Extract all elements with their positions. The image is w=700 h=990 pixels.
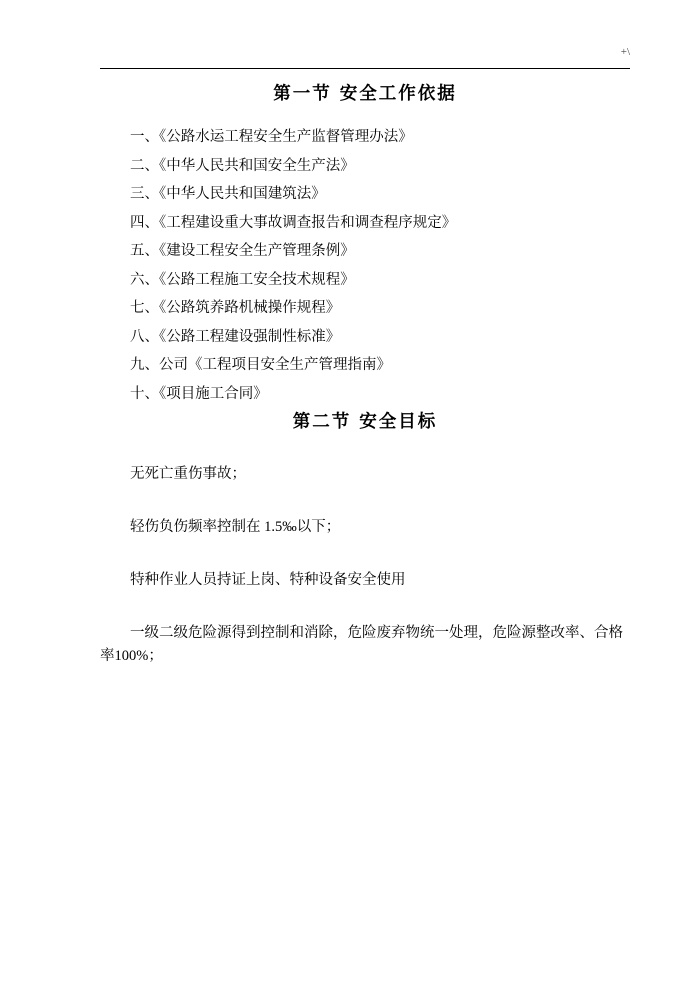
- safety-goals: [100, 463, 630, 668]
- header-divider: [100, 68, 630, 69]
- header-page-mark: +\: [620, 46, 630, 58]
- regulation-list: [100, 123, 630, 408]
- list-item: 二、《中华人民共和国安全生产法》: [130, 157, 355, 174]
- list-item: 九、公司《工程项目安全生产管理指南》: [130, 357, 391, 373]
- list-item: 三、《中华人民共和国建筑法》: [130, 186, 326, 202]
- section-title-2: 第二节 安全目标: [292, 412, 438, 432]
- list-item: 七、《公路筑养路机械操作规程》: [130, 300, 341, 316]
- list-item: 五、《建设工程安全生产管理条例》: [130, 243, 355, 259]
- list-item: 八、《公路工程建设强制性标准》: [130, 328, 341, 345]
- list-item: 六、《公路工程施工安全技术规程》: [130, 271, 355, 288]
- section-title-1: 第一节 安全工作依据: [273, 84, 457, 104]
- list-item: 一、《公路水运工程安全生产监督管理办法》: [130, 129, 413, 145]
- goal-paragraph: 轻伤负伤频率控制在 1.5‰以下；: [130, 519, 341, 535]
- page-header: [100, 40, 630, 72]
- goal-paragraph: 特种作业人员持证上岗、特种设备安全使用: [130, 572, 406, 588]
- document-body: [100, 80, 630, 698]
- list-item: 四、《工程建设重大事故调查报告和调查程序规定》: [130, 214, 457, 231]
- list-item: 十、《项目施工合同》: [130, 385, 268, 402]
- goal-paragraph: 一级二级危险源得到控制和消除，危险废弃物统一处理，危险源整改率、合格率100%；: [100, 625, 623, 664]
- goal-paragraph: 无死亡重伤事故；: [130, 466, 246, 482]
